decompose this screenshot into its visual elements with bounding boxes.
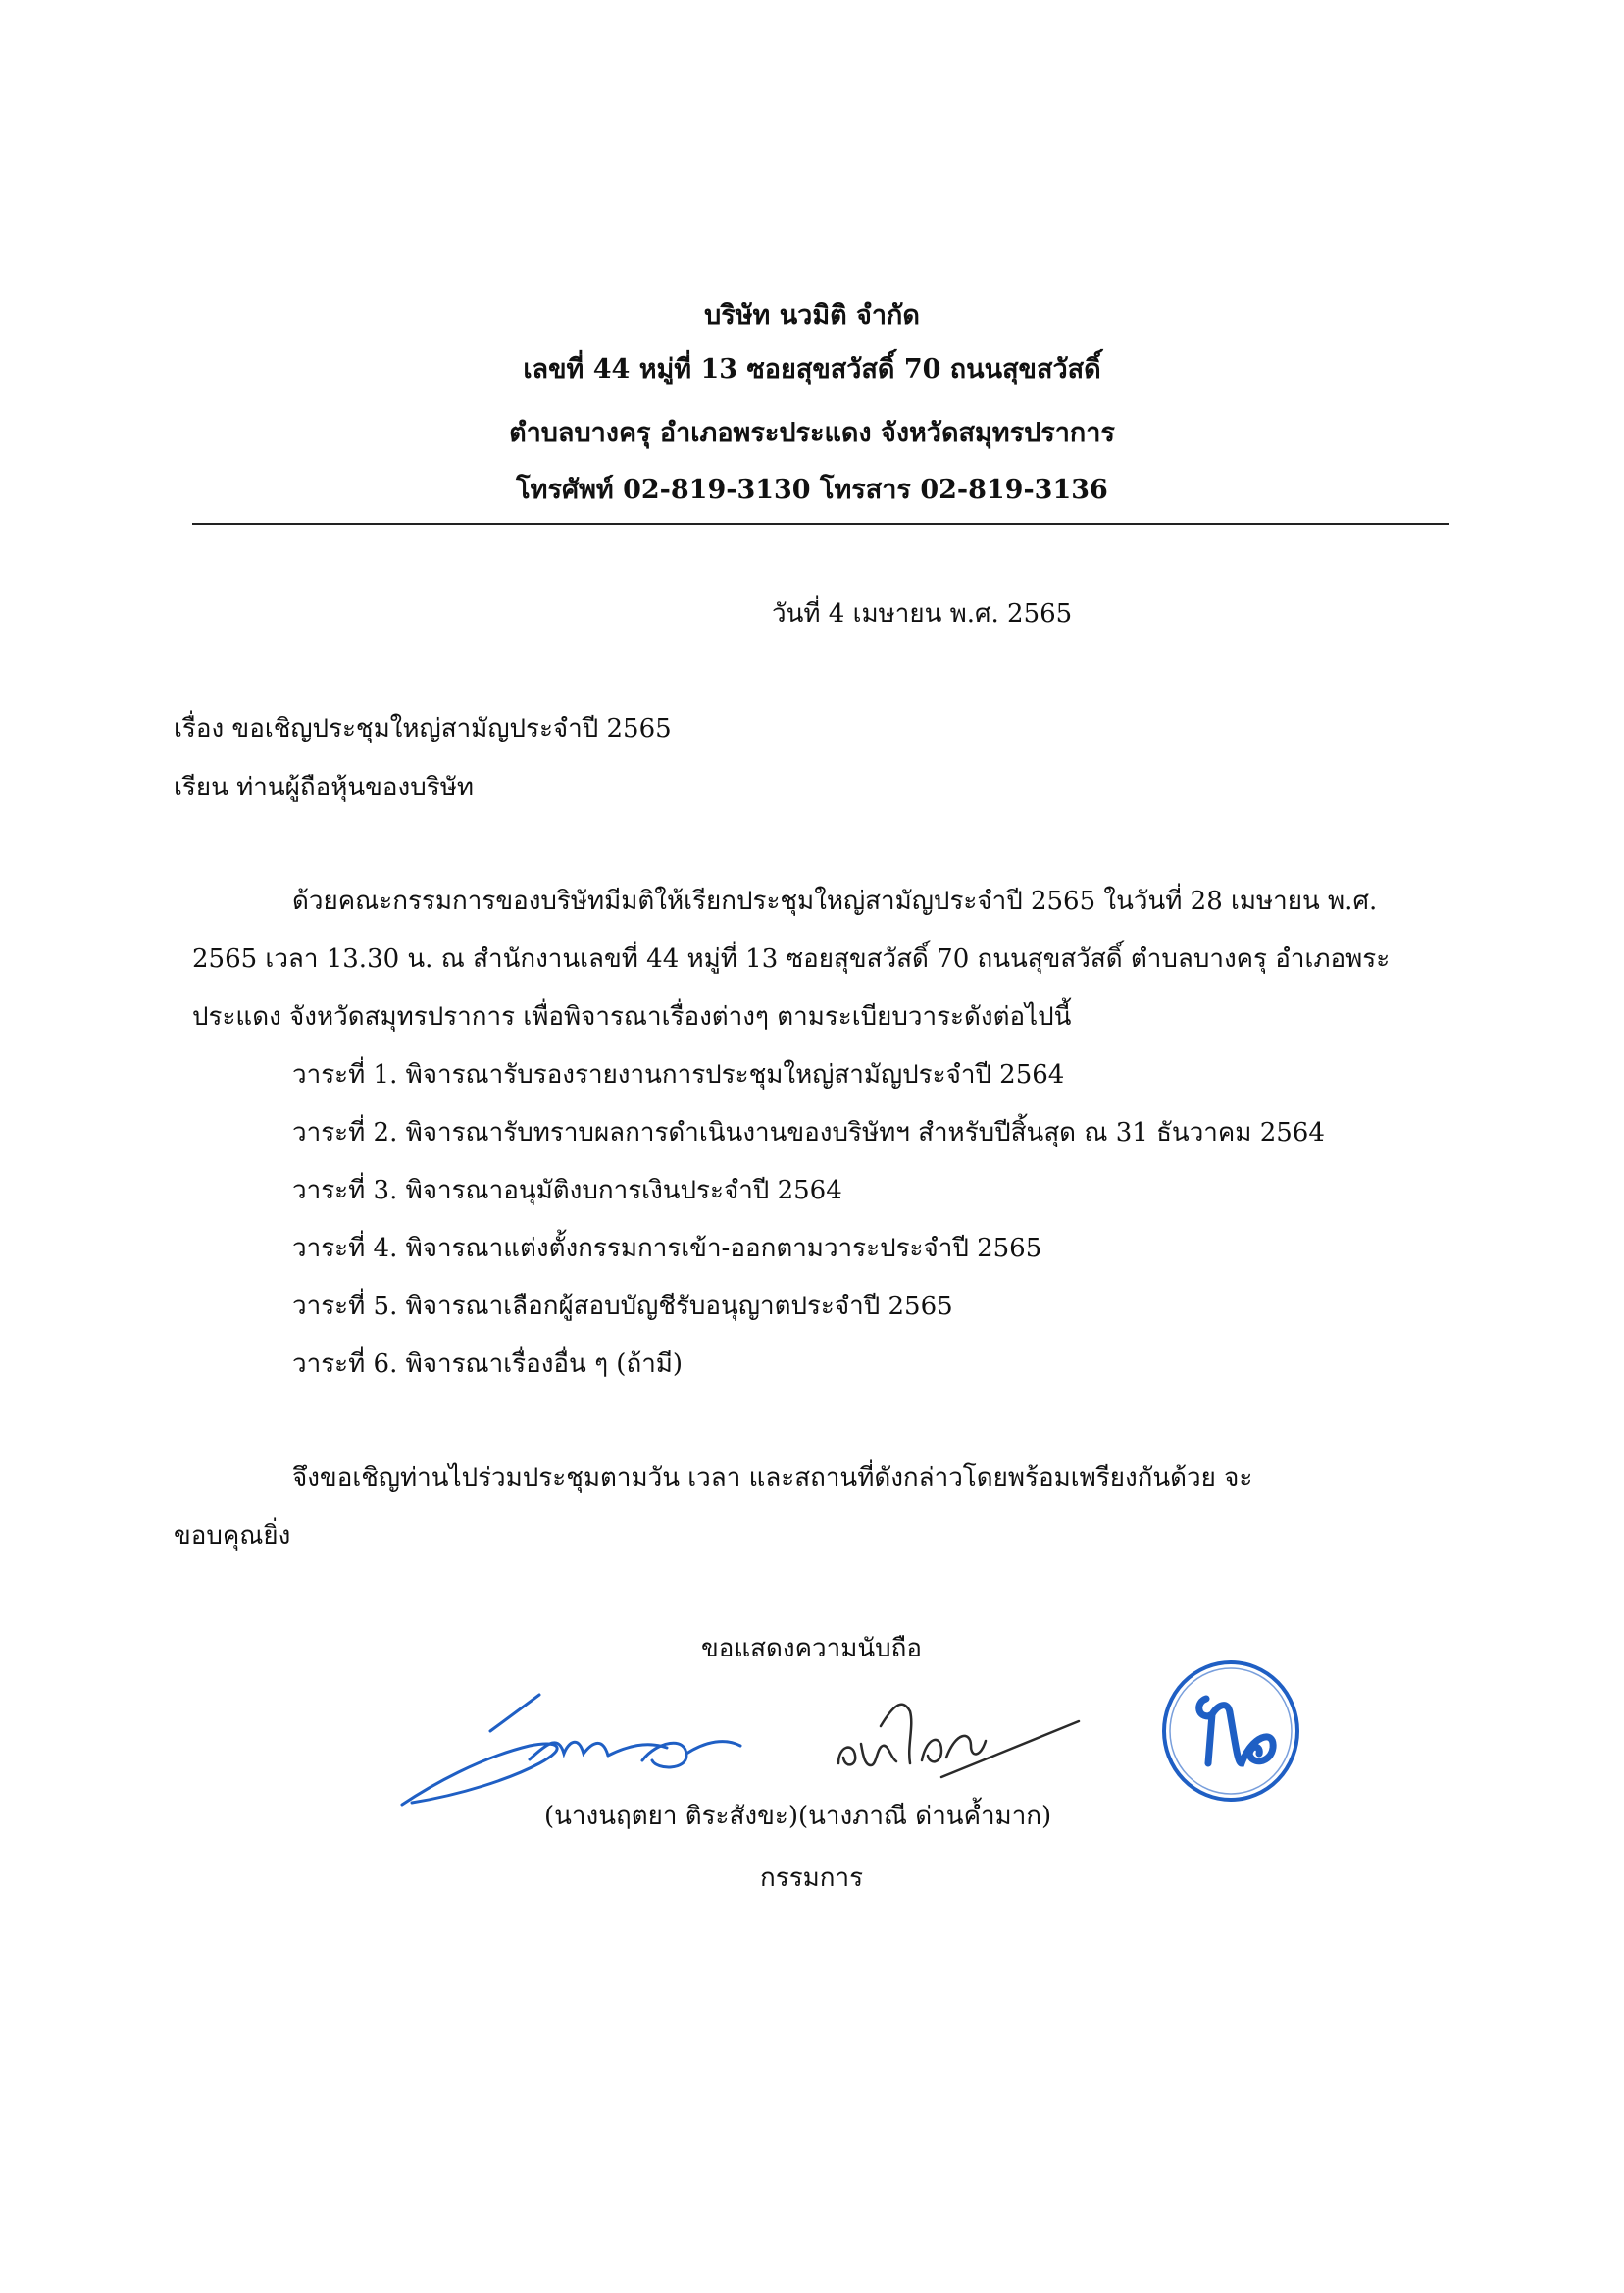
body-line-2: 2565 เวลา 13.30 น. ณ สำนักงานเลขที่ 44 หมู่ที่ 13 ซอยสุขสวัสดิ์ 70 ถนนสุขสวัสดิ์ ตำบลบางครุ อำเภอพระ <box>192 944 1391 974</box>
agenda-item-6: วาระที่ 6. พิจารณาเรื่องอื่น ๆ (ถ้ามี) <box>292 1350 684 1379</box>
body-line-3: ประแดง จังหวัดสมุทรปราการ เพื่อพิจารณาเรื่องต่างๆ ตามระเบียบวาระดังต่อไปนี้ <box>192 1002 1072 1032</box>
agenda-item-4: วาระที่ 4. พิจารณาแต่งตั้งกรรมการเข้า-ออกตามวาระประจำปี 2565 <box>292 1234 1042 1263</box>
letter-recipient: เรียน ท่านผู้ถือหุ้นของบริษัท <box>174 773 474 802</box>
agenda-item-1: วาระที่ 1. พิจารณารับรองรายงานการประชุมใหญ่สามัญประจำปี 2564 <box>292 1060 1065 1090</box>
agenda-item-2: วาระที่ 2. พิจารณารับทราบผลการดำเนินงานของบริษัทฯ สำหรับปีสิ้นสุด ณ 31 ธันวาคม 2564 <box>292 1118 1325 1147</box>
company-seal <box>1157 1657 1304 1805</box>
closing-line-2: ขอบคุณยิ่ง <box>174 1521 291 1551</box>
agenda-item-5: วาระที่ 5. พิจารณาเลือกผู้สอบบัญชีรับอนุญาตประจำปี 2565 <box>292 1292 953 1321</box>
signatory-role: กรรมการ <box>760 1863 864 1893</box>
letter-subject: เรื่อง ขอเชิญประชุมใหญ่สามัญประจำปี 2565 <box>174 714 672 743</box>
letter-date: วันที่ 4 เมษายน พ.ศ. 2565 <box>772 599 1073 629</box>
agenda-item-3: วาระที่ 3. พิจารณาอนุมัติงบการเงินประจำปี 2564 <box>292 1176 842 1205</box>
signature-dark <box>838 1705 1079 1777</box>
closing-line-1: จึงขอเชิญท่านไปร่วมประชุมตามวัน เวลา และสถานที่ดังกล่าวโดยพร้อมเพรียงกันด้วย จะ <box>292 1463 1253 1493</box>
body-line-1: ด้วยคณะกรรมการของบริษัทมีมติให้เรียกประชุมใหญ่สามัญประจำปี 2565 ในวันที่ 28 เมษายน พ.ศ. <box>292 887 1378 916</box>
company-contact: โทรศัพท์ 02-819-3130 โทรสาร 02-819-3136 <box>516 475 1108 505</box>
company-address-line2: ตำบลบางครุ อำเภอพระประแดง จังหวัดสมุทรปราการ <box>509 418 1115 448</box>
company-name: บริษัท นวมิติ จำกัด <box>704 300 920 331</box>
company-address-line1: เลขที่ 44 หมู่ที่ 13 ซอยสุขสวัสดิ์ 70 ถนนสุขสวัสดิ์ <box>523 354 1101 384</box>
regards-text: ขอแสดงความนับถือ <box>701 1634 922 1663</box>
signature-blue <box>402 1695 740 1805</box>
header-divider <box>192 523 1449 525</box>
signatory-names: (นางนฤตยา ติระสังขะ)(นางภาณี ด่านค้ำมาก) <box>544 1802 1052 1831</box>
